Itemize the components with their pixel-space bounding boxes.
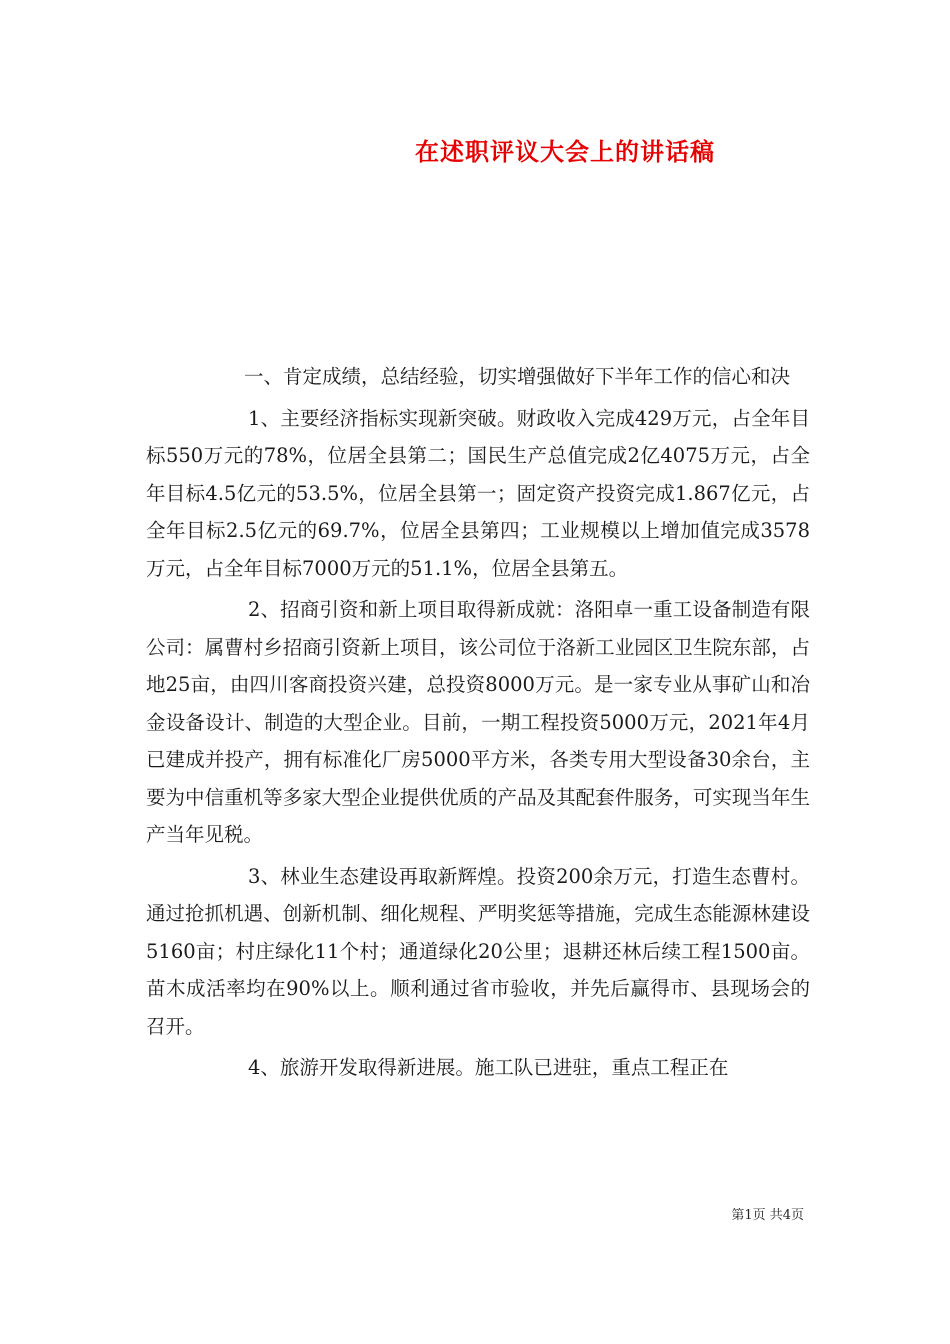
document-body: [146, 358, 810, 1091]
paragraph-tourism: 4、旅游开发取得新进展。施工队已进驻，重点工程正在: [248, 1056, 729, 1079]
paragraph-investment-projects: 2、招商引资和新上项目取得新成就：洛阳卓一重工设备制造有限公司：属曹村乡招商引资新上项目，该公司位于洛新工业园区卫生院东部，占地25亩，由四川客商投资兴建，总投资8000万元。是一家专业从事矿山和冶金设备设计、制造的大型企业。目前，一期工程投资5000万元，2021年4月已建成并投产，拥有标准化厂房5000平方米，各类专用大型设备30余台，主要为中信重机等多家大型企业提供优质的产品及其配套件服务，可实现当年生产当年见税。: [146, 598, 810, 846]
page-number-footer: 第1页 共4页: [731, 1208, 804, 1223]
document-title: 在述职评议大会上的讲话稿: [415, 137, 715, 166]
paragraph-economic-indicators: 1、主要经济指标实现新突破。财政收入完成429万元，占全年目标550万元的78%，位居全县第二；国民生产总值完成2亿4075万元，占全年目标4.5亿元的53.5%，位居全县第一；固定资产投资完成1.867亿元，占全年目标2.5亿元的69.7%，位居全县第四；工业规模以上增加值完成3578万元，占全年目标7000万元的51.1%，位居全县第五。: [146, 406, 810, 580]
section-heading: 一、肯定成绩，总结经验，切实增强做好下半年工作的信心和决: [244, 365, 791, 388]
paragraph-forestry-ecology: 3、林业生态建设再取新辉煌。投资200余万元，打造生态曹村。通过抢抓机遇、创新机制、细化规程、严明奖惩等措施，完成生态能源林建设5160亩；村庄绿化11个村；通道绿化20公里；退耕还林后续工程1500亩。苗木成活率均在90%以上。顺利通过省市验收，并先后赢得市、县现场会的召开。: [146, 864, 810, 1038]
